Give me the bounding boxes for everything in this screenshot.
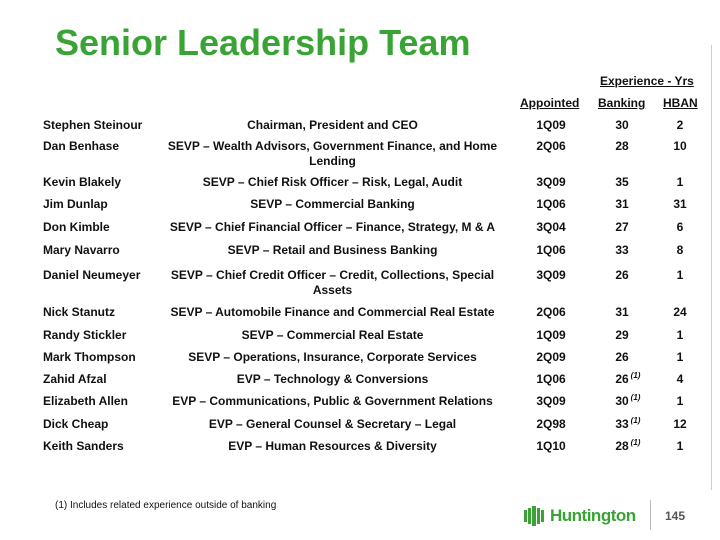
appointed-value: 1Q06 [536, 372, 566, 386]
leader-title: SEVP – Retail and Business Banking [227, 243, 438, 257]
appointed-value: 1Q10 [536, 439, 566, 453]
footnote-marker: (1) [630, 416, 641, 425]
hban-value: 6 [676, 220, 684, 234]
hban-value: 1 [676, 439, 684, 453]
banking-years [597, 394, 647, 408]
appointed-value: 3Q09 [536, 268, 566, 282]
hban-value: 1 [676, 328, 684, 342]
hban-value: 31 [673, 197, 687, 211]
logo-divider [650, 500, 651, 530]
banking-value: 27 [615, 220, 629, 234]
banking-years [597, 328, 647, 342]
leader-name: Nick Stanutz [43, 305, 116, 319]
leader-name: Dan Benhase [43, 139, 120, 153]
leader-name: Stephen Steinour [43, 118, 143, 132]
leader-name: Elizabeth Allen [43, 394, 128, 408]
appointed-value: 1Q09 [536, 118, 566, 132]
footnote-marker: (1) [630, 371, 641, 380]
leader-title: EVP – Human Resources & Diversity [228, 439, 437, 453]
hban-value: 1 [676, 268, 684, 282]
banking-value: 30 [615, 394, 629, 408]
leader-name: Kevin Blakely [43, 175, 122, 189]
banking-value: 31 [615, 305, 629, 319]
hban-value: 12 [673, 417, 687, 431]
leader-title: EVP – Communications, Public & Government Relations [172, 394, 493, 408]
banking-value: 26 [615, 268, 629, 282]
page-number: 145 [665, 509, 686, 523]
leader-name: Daniel Neumeyer [43, 268, 141, 282]
hban-value: 2 [676, 118, 684, 132]
leader-title: SEVP – Commercial Banking [250, 197, 415, 211]
appointed-value: 1Q06 [536, 197, 566, 211]
leader-name: Don Kimble [43, 220, 110, 234]
appointed-value: 2Q98 [536, 417, 566, 431]
banking-years [597, 305, 647, 319]
header-banking: Banking [598, 96, 646, 110]
banking-value: 29 [615, 328, 629, 342]
appointed-value: 1Q06 [536, 243, 566, 257]
appointed-value: 2Q06 [536, 139, 566, 153]
banking-years [597, 139, 647, 153]
footnote-marker: (1) [630, 393, 641, 402]
hban-value: 1 [676, 175, 684, 189]
banking-value: 26 [615, 350, 629, 364]
leader-name: Mark Thompson [43, 350, 136, 364]
footnote: (1) Includes related experience outside of banking [55, 500, 277, 511]
appointed-value: 2Q09 [536, 350, 566, 364]
banking-years [597, 417, 647, 431]
leader-title: EVP – Technology & Conversions [236, 372, 429, 386]
header-hban: HBAN [663, 96, 698, 110]
hban-value: 4 [676, 372, 684, 386]
right-rule [711, 45, 712, 490]
banking-years [597, 220, 647, 234]
footnote-marker: (1) [630, 438, 641, 447]
banking-value: 26 [615, 372, 629, 386]
banking-years [597, 372, 647, 386]
leader-title: EVP – General Counsel & Secretary – Legal [208, 417, 457, 431]
hban-value: 8 [676, 243, 684, 257]
leader-title: SEVP – Wealth Advisors, Government Finance, and Home Lending [167, 139, 498, 168]
banking-years [597, 439, 647, 453]
leader-name: Zahid Afzal [43, 372, 107, 386]
leader-name: Keith Sanders [43, 439, 124, 453]
logo-wordmark: Huntington [550, 506, 636, 525]
banking-years [597, 175, 647, 189]
banking-value: 33 [615, 243, 629, 257]
banking-value: 28 [615, 139, 629, 153]
hban-value: 1 [676, 394, 684, 408]
appointed-value: 3Q09 [536, 394, 566, 408]
leader-title: SEVP – Chief Credit Officer – Credit, Collections, Special Assets [170, 268, 495, 297]
appointed-value: 3Q09 [536, 175, 566, 189]
leader-name: Randy Stickler [43, 328, 127, 342]
huntington-logo-icon [524, 506, 544, 526]
header-appointed: Appointed [520, 96, 580, 110]
huntington-logo [524, 505, 636, 527]
appointed-value: 3Q04 [536, 220, 566, 234]
leader-title: SEVP – Operations, Insurance, Corporate Services [188, 350, 477, 364]
leader-title: SEVP – Chief Financial Officer – Finance, Strategy, M & A [169, 220, 496, 234]
banking-value: 30 [615, 118, 629, 132]
appointed-value: 1Q09 [536, 328, 566, 342]
banking-value: 28 [615, 439, 629, 453]
header-experience-group: Experience - Yrs [600, 74, 694, 88]
hban-value: 10 [673, 139, 687, 153]
banking-years [597, 197, 647, 211]
leader-name: Jim Dunlap [43, 197, 108, 211]
leader-name: Dick Cheap [43, 417, 109, 431]
leader-title: SEVP – Automobile Finance and Commercial Real Estate [170, 305, 495, 319]
banking-value: 31 [615, 197, 629, 211]
banking-years [597, 243, 647, 257]
banking-value: 35 [615, 175, 629, 189]
leader-title: Chairman, President and CEO [247, 118, 418, 132]
page-title: Senior Leadership Team [55, 22, 471, 63]
banking-years [597, 350, 647, 364]
appointed-value: 2Q06 [536, 305, 566, 319]
leader-title: SEVP – Commercial Real Estate [241, 328, 424, 342]
leader-title: SEVP – Chief Risk Officer – Risk, Legal, Audit [202, 175, 463, 189]
banking-years [597, 118, 647, 132]
banking-years [597, 268, 647, 282]
banking-value: 33 [615, 417, 629, 431]
hban-value: 24 [673, 305, 687, 319]
leader-name: Mary Navarro [43, 243, 120, 257]
hban-value: 1 [676, 350, 684, 364]
